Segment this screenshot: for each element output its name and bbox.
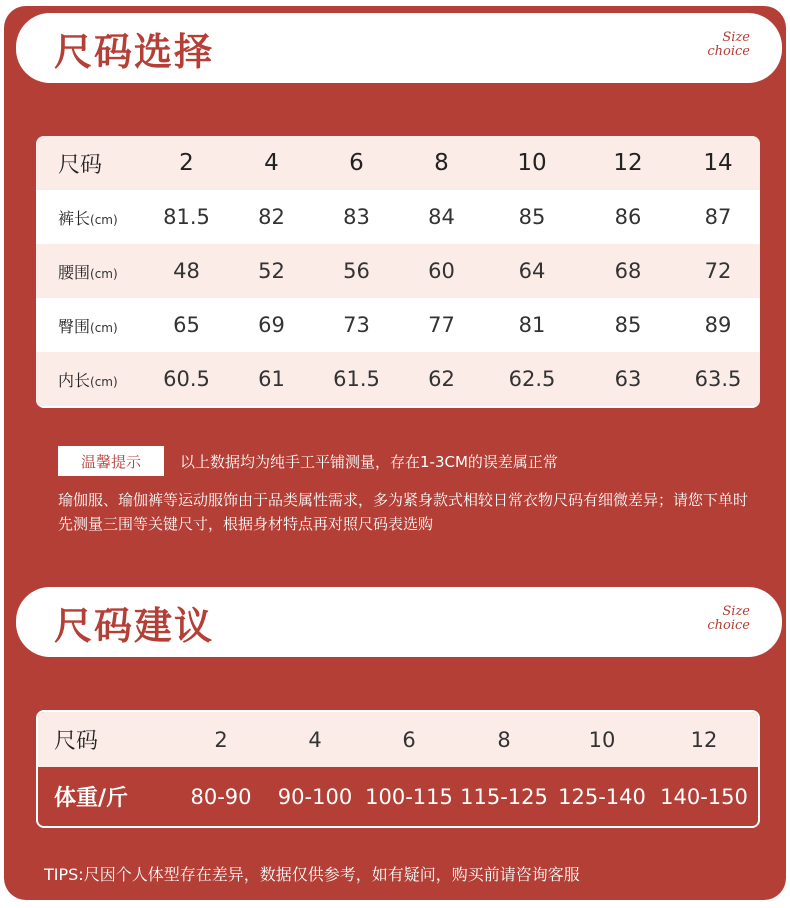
size-choice-title: 尺码选择 — [54, 30, 215, 74]
table-cell: 81.5 — [163, 205, 210, 229]
size-advice-table — [36, 710, 760, 828]
row-label — [36, 260, 144, 283]
size-measurement-table — [36, 136, 760, 408]
table-cell: 72 — [704, 259, 732, 283]
table-row — [36, 352, 760, 406]
table-cell: 85 — [518, 205, 546, 229]
row-unit: (cm) — [90, 320, 118, 335]
table-cell: 65 — [173, 313, 200, 337]
size-choice-banner — [16, 13, 782, 83]
table-cell: 73 — [343, 313, 370, 337]
size-header-label: 尺码 — [58, 152, 103, 178]
table-cell: 82 — [258, 205, 285, 229]
weight-cell: 90-100 — [277, 784, 353, 809]
table-cell: 56 — [343, 259, 370, 283]
advice-size-cell: 12 — [690, 727, 718, 752]
table-cell: 52 — [258, 259, 285, 283]
size-header-cell: 10 — [517, 150, 547, 176]
weight-cell: 140-150 — [660, 784, 748, 809]
table-cell: 61 — [258, 367, 285, 391]
size-advice-en-line1: Size — [722, 604, 750, 619]
size-header-cell: 8 — [434, 150, 449, 176]
advice-size-cell: 6 — [402, 727, 416, 752]
row-unit: (cm) — [90, 212, 118, 227]
table-cell: 63 — [614, 367, 642, 391]
size-header-cell: 2 — [179, 150, 194, 176]
row-label — [36, 368, 144, 391]
table-cell: 84 — [428, 205, 455, 229]
row-unit: (cm) — [90, 266, 118, 281]
table-cell: 64 — [518, 259, 546, 283]
row-label — [36, 314, 144, 337]
table-cell: 83 — [343, 205, 370, 229]
row-label-text: 臀围 — [58, 316, 91, 336]
table-cell: 48 — [173, 259, 200, 283]
advice-size-cell: 2 — [214, 727, 228, 752]
table-cell: 60.5 — [163, 367, 210, 391]
size-choice-en-line2: choice — [707, 44, 750, 59]
sizing-note-paragraph: 瑜伽服、瑜伽裤等运动服饰由于品类属性需求，多为紧身款式相较日常衣物尺码有细微差异；请您下单时先测量三围等关键尺寸，根据身材特点再对照尺码表选购 — [58, 491, 749, 533]
size-choice-en-caption — [707, 31, 750, 59]
table-cell: 81 — [518, 313, 546, 337]
table-cell: 62.5 — [508, 367, 556, 391]
table-row — [36, 298, 760, 352]
weight-cell: 80-90 — [190, 784, 252, 809]
table-cell: 86 — [614, 205, 642, 229]
row-unit: (cm) — [90, 374, 118, 389]
row-label-text: 内长 — [58, 370, 91, 390]
size-header-cell: 4 — [264, 150, 279, 176]
table-cell: 62 — [428, 367, 455, 391]
size-header-cell: 14 — [703, 150, 733, 176]
size-advice-en-caption — [707, 605, 750, 633]
size-choice-en-line1: Size — [722, 30, 750, 45]
table-cell: 69 — [258, 313, 285, 337]
table-cell: 87 — [704, 205, 732, 229]
table-cell: 61.5 — [333, 367, 380, 391]
size-advice-banner — [16, 587, 782, 657]
weight-cell: 115-125 — [460, 784, 548, 809]
weight-cell: 125-140 — [558, 784, 646, 809]
size-advice-title: 尺码建议 — [54, 604, 215, 648]
table-cell: 77 — [428, 313, 455, 337]
advice-weight-row — [38, 767, 758, 826]
advice-size-cell: 8 — [497, 727, 511, 752]
row-label-text: 腰围 — [58, 262, 91, 282]
warm-tip-badge: 温馨提示 — [58, 446, 164, 476]
footer-tips-text: TIPS:尺因个人体型存在差异，数据仅供参考，如有疑问，购买前请咨询客服 — [44, 865, 580, 884]
advice-size-cell: 4 — [308, 727, 322, 752]
size-header-cell: 6 — [349, 150, 364, 176]
table-cell: 85 — [614, 313, 642, 337]
weight-cell: 100-115 — [365, 784, 453, 809]
table-row — [36, 190, 760, 244]
size-chart-panel — [4, 6, 786, 900]
table-cell: 68 — [614, 259, 642, 283]
size-table-header-row — [36, 136, 760, 190]
table-row — [36, 244, 760, 298]
size-advice-en-line2: choice — [707, 618, 750, 633]
table-cell: 60 — [428, 259, 455, 283]
advice-size-cell: 10 — [588, 727, 616, 752]
advice-header-label: 尺码 — [54, 729, 99, 754]
weight-label: 体重/斤 — [54, 786, 129, 811]
table-cell: 89 — [704, 313, 732, 337]
advice-header-row — [38, 712, 758, 767]
measurement-tip-text: 以上数据均为纯手工平铺测量，存在1-3CM的误差属正常 — [180, 453, 558, 471]
row-label-text: 裤长 — [58, 208, 91, 228]
row-label — [36, 206, 144, 229]
size-header-cell: 12 — [613, 150, 643, 176]
table-cell: 63.5 — [694, 367, 742, 391]
